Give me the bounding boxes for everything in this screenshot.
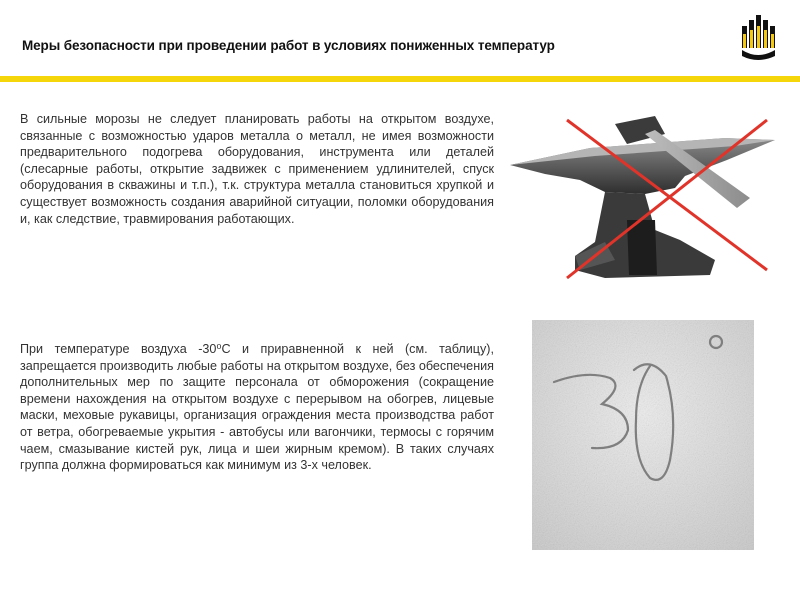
company-logo	[738, 12, 778, 62]
anvil-image	[505, 110, 790, 288]
header-divider	[0, 76, 800, 82]
paragraph-metal-work-warning: В сильные морозы не следует планировать работы на открытом воздухе, связанные с возможностью ударов металла о металл, не имея возможности предварительного подогрева оборудования, инструмента или деталей (слесарные работы, открытие задвижек с применением удлинителей, спуск оборудования в скважины и т.п.), т.к. структура металла становиться хрупкой и существует возможность создания аварийной ситуации, поломки оборудования и, как следствие, травмирования работающих.	[20, 112, 494, 226]
paragraph-low-temperature-rules: При температуре воздуха -30⁰С и приравненной к ней (см. таблицу), запрещается производить любые работы на открытом воздухе, без обеспечения дополнительных мер по защите персонала от обморожения (сокращение времени нахождения на открытом воздухе с перерывом на обогрев, лицевые маски, меховые рукавицы, организация ограждения места производства работ от ветра, обогреваемые укрытия - автобусы или вагончики, термосы с горячим чаем, смазывание кистей рук, лица и шеи жирным кремом). В таких случаях группа должна формироваться как минимум из 3-х человек.	[20, 342, 494, 473]
snow-30-degrees-image	[532, 320, 754, 550]
page-title: Меры безопасности при проведении работ в условиях пониженных температур	[22, 38, 555, 53]
